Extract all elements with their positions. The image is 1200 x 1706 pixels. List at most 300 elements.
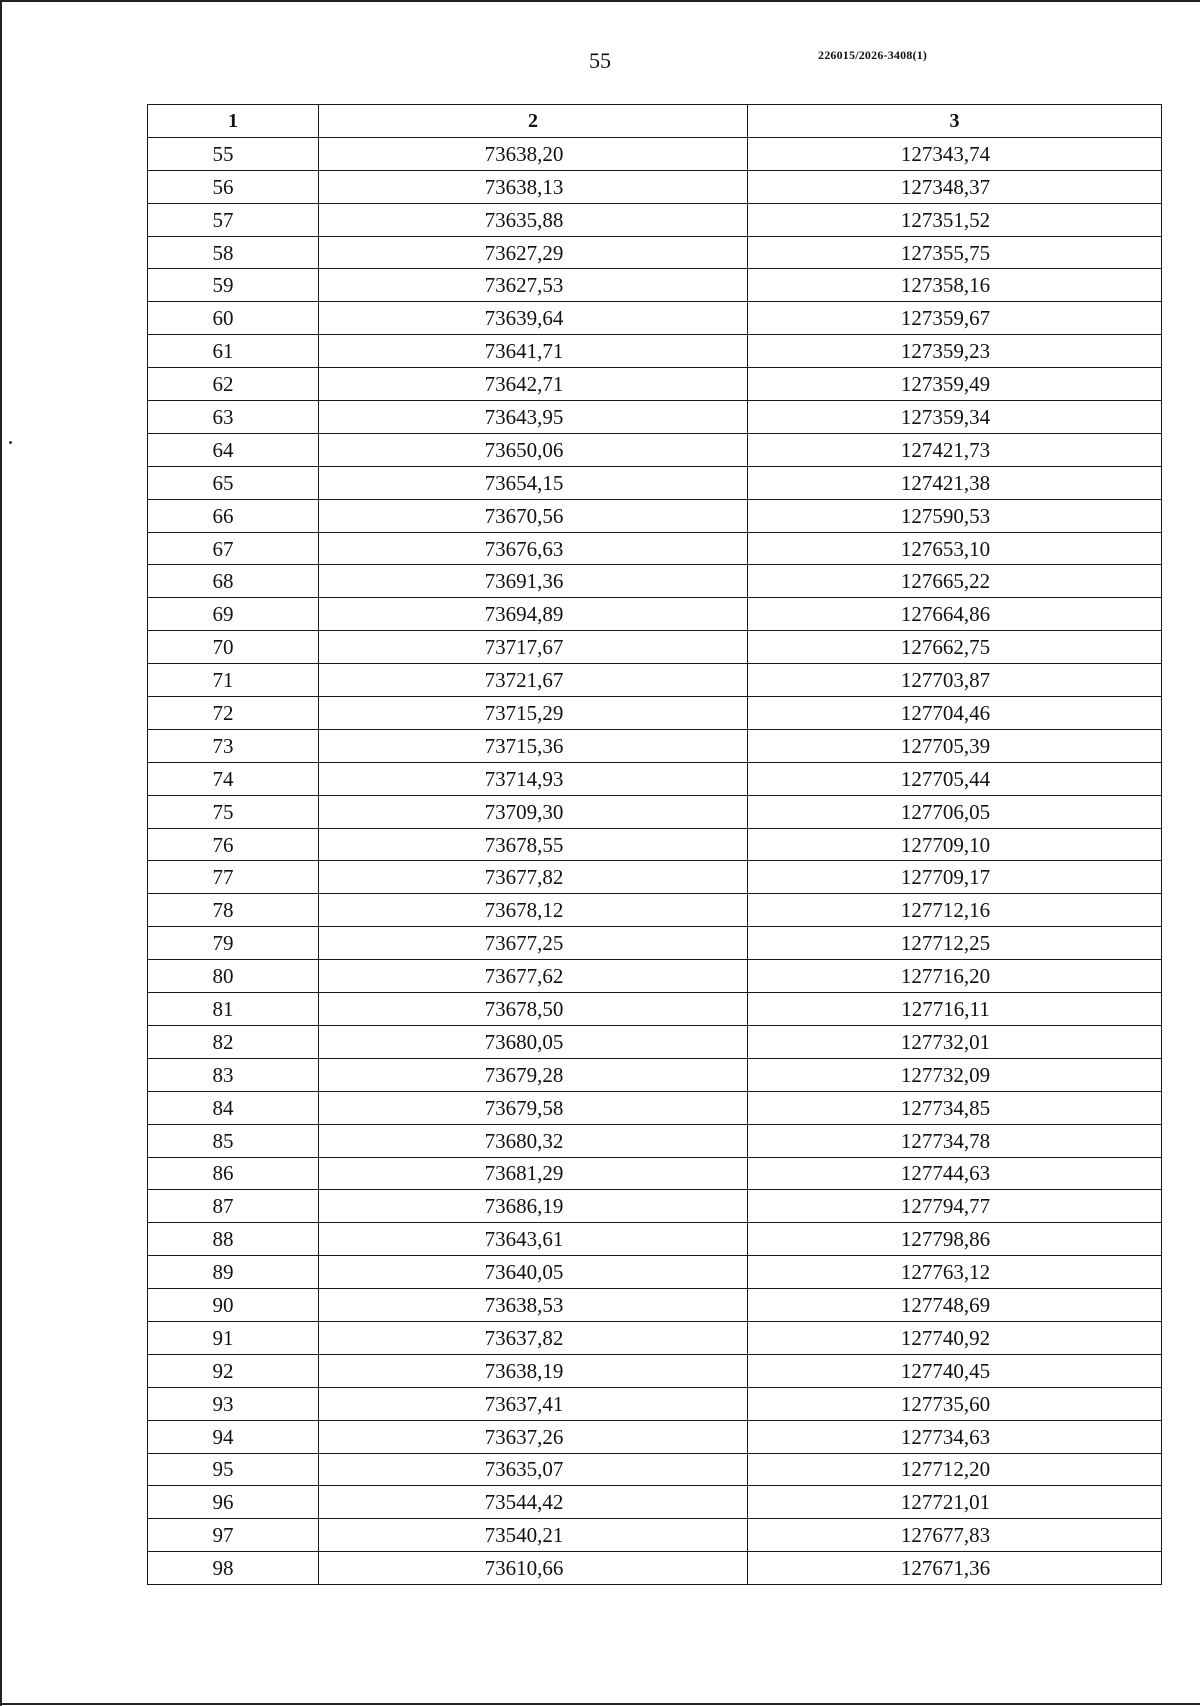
coordinate-y-cell: [748, 565, 1162, 598]
coordinate-x-cell: [319, 368, 748, 401]
coordinate-x-text: 73627,29: [484, 240, 564, 265]
coordinate-x-text: 73637,41: [484, 1391, 564, 1416]
coordinate-x-cell: [319, 993, 748, 1026]
coordinate-y-cell: [748, 894, 1162, 927]
coordinate-y-cell: [748, 137, 1162, 170]
coordinates-table: [147, 104, 1162, 1585]
coordinate-y-cell: [748, 631, 1162, 664]
coordinate-y-cell: [748, 1256, 1162, 1289]
coordinate-y-text: 127712,16: [900, 898, 991, 923]
coordinate-x-text: 73679,28: [484, 1062, 564, 1087]
coordinate-x-text: 73640,05: [484, 1260, 564, 1285]
table-row: [148, 598, 1162, 631]
coordinate-y-text: 127705,39: [900, 733, 991, 758]
point-number-cell: [148, 762, 319, 795]
point-number-cell: [148, 993, 319, 1026]
coordinate-x-cell: [319, 1321, 748, 1354]
point-number-cell: [148, 1387, 319, 1420]
coordinate-y-cell: [748, 697, 1162, 730]
point-number-text: 80: [212, 964, 234, 989]
coordinate-x-text: 73678,12: [484, 898, 564, 923]
point-number-text: 91: [212, 1325, 234, 1350]
coordinate-y-text: 127748,69: [900, 1293, 991, 1317]
point-number-cell: [148, 795, 319, 828]
coordinate-x-cell: [319, 598, 748, 631]
table-row: [148, 729, 1162, 762]
coordinate-y-cell: [748, 1190, 1162, 1223]
point-number-cell: [148, 1223, 319, 1256]
table-row: [148, 1420, 1162, 1453]
coordinate-x-text: 73691,36: [484, 569, 564, 594]
coordinate-y-cell: [748, 1058, 1162, 1091]
coordinate-y-cell: [748, 598, 1162, 631]
coordinate-x-text: 73677,62: [484, 964, 564, 989]
coordinate-x-cell: [319, 795, 748, 828]
coordinate-x-cell: [319, 1420, 748, 1453]
coordinate-y-text: 127734,63: [900, 1424, 991, 1449]
coordinate-x-text: 73627,53: [484, 273, 564, 298]
table-row: [148, 1223, 1162, 1256]
point-number-text: 55: [212, 141, 234, 166]
point-number-cell: [148, 532, 319, 565]
coordinate-y-text: 127740,45: [900, 1358, 991, 1383]
table-row: [148, 927, 1162, 960]
coordinate-x-text: 73678,55: [484, 832, 564, 857]
coordinate-y-cell: [748, 1124, 1162, 1157]
coordinate-x-cell: [319, 1058, 748, 1091]
table-row: [148, 1256, 1162, 1289]
coordinate-x-cell: [319, 631, 748, 664]
coordinate-x-text: 73680,32: [484, 1128, 564, 1153]
coordinate-y-text: 127653,10: [900, 536, 991, 561]
point-number-text: 90: [212, 1293, 234, 1317]
coordinate-y-cell: [748, 433, 1162, 466]
column-header-3: 3: [748, 105, 1162, 138]
table-row: [148, 1190, 1162, 1223]
coordinate-x-text: 73678,50: [484, 996, 564, 1021]
coordinate-y-text: 127734,85: [900, 1095, 991, 1120]
coordinate-y-cell: [748, 795, 1162, 828]
coordinate-x-text: 73544,42: [484, 1490, 564, 1515]
coordinate-x-text: 73650,06: [484, 437, 564, 462]
table-row: [148, 335, 1162, 368]
table-row: [148, 1091, 1162, 1124]
coordinate-y-cell: [748, 1552, 1162, 1585]
point-number-text: 62: [212, 372, 234, 397]
point-number-text: 79: [212, 931, 234, 956]
coordinate-y-cell: [748, 664, 1162, 697]
point-number-text: 72: [212, 700, 234, 725]
point-number-cell: [148, 697, 319, 730]
document-reference: 226015/2026-3408(1): [818, 48, 928, 62]
coordinate-y-text: 127665,22: [900, 569, 991, 594]
coordinate-x-cell: [319, 1519, 748, 1552]
coordinate-y-cell: [748, 1453, 1162, 1486]
point-number-cell: [148, 1157, 319, 1190]
point-number-cell: [148, 729, 319, 762]
coordinate-y-text: 127732,09: [900, 1062, 991, 1087]
point-number-text: 83: [212, 1062, 234, 1087]
coordinate-x-text: 73643,61: [484, 1227, 564, 1252]
point-number-cell: [148, 631, 319, 664]
coordinate-y-text: 127421,38: [900, 470, 991, 495]
coordinate-x-cell: [319, 335, 748, 368]
point-number-cell: [148, 368, 319, 401]
coordinate-y-text: 127421,73: [900, 437, 991, 462]
point-number-text: 65: [212, 470, 234, 495]
coordinate-y-cell: [748, 302, 1162, 335]
point-number-text: 86: [212, 1161, 234, 1186]
point-number-cell: [148, 1552, 319, 1585]
point-number-text: 59: [212, 273, 234, 298]
table-row: [148, 762, 1162, 795]
table-row: [148, 664, 1162, 697]
coordinate-x-cell: [319, 203, 748, 236]
coordinate-y-cell: [748, 762, 1162, 795]
point-number-cell: [148, 1025, 319, 1058]
point-number-text: 70: [212, 635, 234, 660]
coordinate-y-cell: [748, 828, 1162, 861]
coordinate-y-text: 127716,11: [901, 996, 990, 1021]
coordinate-x-text: 73637,82: [484, 1325, 564, 1350]
coordinate-y-cell: [748, 466, 1162, 499]
coordinate-y-cell: [748, 1223, 1162, 1256]
table-row: [148, 697, 1162, 730]
table-header-row: [148, 105, 1162, 138]
coordinate-y-text: 127706,05: [900, 799, 991, 824]
table-row: [148, 1552, 1162, 1585]
point-number-cell: [148, 466, 319, 499]
point-number-cell: [148, 1354, 319, 1387]
coordinate-y-cell: [748, 927, 1162, 960]
coordinate-y-cell: [748, 499, 1162, 532]
coordinate-y-text: 127716,20: [900, 964, 991, 989]
table-row: [148, 433, 1162, 466]
table-row: [148, 203, 1162, 236]
coordinate-x-cell: [319, 1552, 748, 1585]
coordinate-y-text: 127712,20: [900, 1457, 991, 1482]
table-row: [148, 532, 1162, 565]
table-row: [148, 1321, 1162, 1354]
coordinate-x-cell: [319, 1091, 748, 1124]
coordinate-x-text: 73639,64: [484, 306, 564, 331]
coordinate-y-text: 127343,74: [900, 141, 991, 166]
point-number-cell: [148, 170, 319, 203]
coordinate-y-cell: [748, 1025, 1162, 1058]
point-number-cell: [148, 302, 319, 335]
coordinate-y-cell: [748, 1420, 1162, 1453]
coordinate-y-text: 127734,78: [900, 1128, 991, 1153]
coordinate-x-cell: [319, 302, 748, 335]
point-number-cell: [148, 960, 319, 993]
coordinate-y-text: 127740,92: [900, 1325, 991, 1350]
point-number-cell: [148, 269, 319, 302]
coordinate-y-text: 127703,87: [900, 668, 991, 693]
coordinate-y-text: 127798,86: [900, 1227, 991, 1252]
coordinate-x-cell: [319, 269, 748, 302]
coordinate-x-text: 73715,29: [484, 700, 564, 725]
column-header-2: 2: [319, 105, 748, 138]
table-row: [148, 236, 1162, 269]
table-row: [148, 631, 1162, 664]
point-number-cell: [148, 1256, 319, 1289]
coordinate-y-text: 127351,52: [900, 207, 991, 232]
coordinate-y-cell: [748, 1091, 1162, 1124]
coordinate-x-cell: [319, 927, 748, 960]
coordinate-x-cell: [319, 1387, 748, 1420]
coordinate-y-cell: [748, 236, 1162, 269]
table-row: [148, 1124, 1162, 1157]
coordinate-y-text: 127709,10: [900, 832, 991, 857]
page-border-top: [0, 0, 1200, 2]
table-row: [148, 466, 1162, 499]
table-row: [148, 993, 1162, 1026]
point-number-text: 87: [212, 1194, 234, 1219]
point-number-text: 76: [212, 832, 234, 857]
coordinate-y-text: 127359,23: [900, 339, 991, 364]
coordinate-y-text: 127359,49: [900, 372, 991, 397]
point-number-text: 66: [212, 503, 234, 528]
coordinate-x-cell: [319, 1157, 748, 1190]
coordinate-x-cell: [319, 894, 748, 927]
coordinate-x-text: 73637,26: [484, 1424, 564, 1449]
coordinate-x-cell: [319, 466, 748, 499]
coordinate-y-text: 127359,67: [900, 306, 991, 331]
scan-artifact-dot: [9, 441, 12, 444]
coordinate-x-cell: [319, 729, 748, 762]
table-row: [148, 1289, 1162, 1322]
table-row: [148, 1025, 1162, 1058]
coordinate-y-text: 127704,46: [900, 700, 991, 725]
point-number-text: 89: [212, 1260, 234, 1285]
table-row: [148, 368, 1162, 401]
point-number-text: 88: [212, 1227, 234, 1252]
point-number-cell: [148, 565, 319, 598]
coordinate-y-cell: [748, 1387, 1162, 1420]
point-number-text: 81: [212, 996, 234, 1021]
table-row: [148, 269, 1162, 302]
coordinate-y-cell: [748, 1486, 1162, 1519]
coordinate-y-cell: [748, 993, 1162, 1026]
coordinate-x-text: 73638,19: [484, 1358, 564, 1383]
coordinate-x-cell: [319, 762, 748, 795]
point-number-cell: [148, 1519, 319, 1552]
coordinate-x-cell: [319, 1256, 748, 1289]
coordinate-x-text: 73638,53: [484, 1293, 564, 1317]
coordinate-x-cell: [319, 401, 748, 434]
coordinate-x-cell: [319, 828, 748, 861]
point-number-text: 75: [212, 799, 234, 824]
point-number-text: 92: [212, 1358, 234, 1383]
coordinate-y-text: 127359,34: [900, 404, 991, 429]
point-number-text: 78: [212, 898, 234, 923]
coordinate-x-cell: [319, 1223, 748, 1256]
point-number-text: 98: [212, 1556, 234, 1581]
coordinate-y-cell: [748, 1157, 1162, 1190]
coordinate-x-text: 73638,13: [484, 174, 564, 199]
point-number-text: 96: [212, 1490, 234, 1515]
coordinate-x-cell: [319, 1354, 748, 1387]
coordinate-y-text: 127348,37: [900, 174, 991, 199]
coordinate-y-cell: [748, 1321, 1162, 1354]
point-number-text: 56: [212, 174, 234, 199]
coordinate-x-text: 73540,21: [484, 1523, 564, 1548]
coordinate-y-cell: [748, 203, 1162, 236]
coordinate-y-text: 127763,12: [900, 1260, 991, 1285]
coordinate-x-text: 73709,30: [484, 799, 564, 824]
column-header-1: 1: [148, 105, 319, 138]
point-number-text: 68: [212, 569, 234, 594]
coordinate-y-cell: [748, 170, 1162, 203]
coordinate-x-text: 73676,63: [484, 536, 564, 561]
coordinate-y-cell: [748, 1354, 1162, 1387]
coordinate-x-cell: [319, 1486, 748, 1519]
coordinate-y-text: 127705,44: [900, 766, 991, 791]
point-number-text: 97: [212, 1523, 234, 1548]
coordinate-x-text: 73654,15: [484, 470, 564, 495]
coordinate-x-cell: [319, 170, 748, 203]
coordinate-y-text: 127671,36: [900, 1556, 991, 1581]
coordinate-y-text: 127794,77: [900, 1194, 991, 1219]
coordinate-x-text: 73717,67: [484, 635, 564, 660]
point-number-cell: [148, 1453, 319, 1486]
point-number-cell: [148, 1190, 319, 1223]
table-row: [148, 894, 1162, 927]
coordinate-x-text: 73638,20: [484, 141, 564, 166]
coordinate-y-cell: [748, 1289, 1162, 1322]
coordinate-y-text: 127664,86: [900, 602, 991, 627]
coordinate-x-text: 73680,05: [484, 1029, 564, 1054]
table-row: [148, 1058, 1162, 1091]
point-number-cell: [148, 236, 319, 269]
table-row: [148, 401, 1162, 434]
coordinate-y-text: 127744,63: [900, 1161, 991, 1186]
coordinate-y-text: 127709,17: [900, 865, 991, 890]
coordinate-y-cell: [748, 729, 1162, 762]
point-number-text: 71: [212, 668, 234, 693]
point-number-text: 85: [212, 1128, 234, 1153]
point-number-cell: [148, 1058, 319, 1091]
point-number-cell: [148, 664, 319, 697]
table-row: [148, 170, 1162, 203]
coordinate-y-cell: [748, 335, 1162, 368]
table-body: [148, 137, 1162, 1584]
point-number-cell: [148, 335, 319, 368]
point-number-cell: [148, 1321, 319, 1354]
table-row: [148, 1486, 1162, 1519]
coordinate-x-cell: [319, 697, 748, 730]
coordinate-x-text: 73714,93: [484, 766, 564, 791]
coordinate-x-cell: [319, 565, 748, 598]
table-row: [148, 499, 1162, 532]
coordinate-y-cell: [748, 269, 1162, 302]
point-number-text: 69: [212, 602, 234, 627]
page-border-bottom: [0, 1703, 1200, 1705]
coordinate-y-text: 127721,01: [900, 1490, 991, 1515]
coordinate-y-text: 127735,60: [900, 1391, 991, 1416]
point-number-cell: [148, 1289, 319, 1322]
point-number-cell: [148, 499, 319, 532]
coordinate-x-text: 73677,82: [484, 865, 564, 890]
coordinate-x-text: 73670,56: [484, 503, 564, 528]
coordinate-y-text: 127677,83: [900, 1523, 991, 1548]
coordinate-x-text: 73643,95: [484, 404, 564, 429]
coordinate-x-text: 73694,89: [484, 602, 564, 627]
table-row: [148, 795, 1162, 828]
coordinate-x-text: 73679,58: [484, 1095, 564, 1120]
coordinate-y-cell: [748, 368, 1162, 401]
coordinate-x-cell: [319, 433, 748, 466]
point-number-text: 95: [212, 1457, 234, 1482]
coordinate-x-text: 73635,88: [484, 207, 564, 232]
coordinate-x-text: 73641,71: [484, 339, 564, 364]
coordinate-x-cell: [319, 1190, 748, 1223]
coordinate-x-text: 73715,36: [484, 733, 564, 758]
point-number-cell: [148, 401, 319, 434]
coordinate-x-text: 73610,66: [484, 1556, 564, 1581]
point-number-text: 77: [212, 865, 234, 890]
coordinate-x-cell: [319, 236, 748, 269]
coordinate-y-cell: [748, 861, 1162, 894]
point-number-text: 74: [212, 766, 234, 791]
point-number-cell: [148, 598, 319, 631]
page-border-left: [0, 0, 2, 1706]
coordinate-x-cell: [319, 1124, 748, 1157]
coordinate-x-text: 73721,67: [484, 668, 564, 693]
point-number-text: 58: [212, 240, 234, 265]
table-row: [148, 861, 1162, 894]
coordinate-x-cell: [319, 137, 748, 170]
point-number-text: 64: [212, 437, 234, 462]
point-number-text: 63: [212, 404, 234, 429]
point-number-text: 82: [212, 1029, 234, 1054]
point-number-cell: [148, 1124, 319, 1157]
coordinate-y-cell: [748, 960, 1162, 993]
table-row: [148, 960, 1162, 993]
point-number-text: 67: [212, 536, 234, 561]
point-number-text: 57: [212, 207, 234, 232]
table-row: [148, 137, 1162, 170]
point-number-cell: [148, 894, 319, 927]
coordinate-x-cell: [319, 1025, 748, 1058]
point-number-cell: [148, 137, 319, 170]
table-row: [148, 828, 1162, 861]
coordinate-x-cell: [319, 499, 748, 532]
table-row: [148, 1354, 1162, 1387]
point-number-text: 60: [212, 306, 234, 331]
coordinate-x-text: 73686,19: [484, 1194, 564, 1219]
coordinate-x-cell: [319, 960, 748, 993]
point-number-text: 94: [212, 1424, 234, 1449]
coordinate-x-cell: [319, 1453, 748, 1486]
point-number-text: 73: [212, 733, 234, 758]
coordinate-y-cell: [748, 401, 1162, 434]
coordinate-x-cell: [319, 664, 748, 697]
table-row: [148, 1157, 1162, 1190]
table-row: [148, 565, 1162, 598]
coordinate-y-text: 127662,75: [900, 635, 991, 660]
coordinate-y-text: 127732,01: [900, 1029, 991, 1054]
point-number-cell: [148, 203, 319, 236]
coordinate-y-text: 127590,53: [900, 503, 991, 528]
page-number: 55: [589, 48, 611, 73]
coordinate-x-cell: [319, 532, 748, 565]
point-number-text: 84: [212, 1095, 234, 1120]
point-number-cell: [148, 828, 319, 861]
coordinate-x-text: 73681,29: [484, 1161, 564, 1186]
point-number-cell: [148, 1486, 319, 1519]
coordinate-y-cell: [748, 532, 1162, 565]
